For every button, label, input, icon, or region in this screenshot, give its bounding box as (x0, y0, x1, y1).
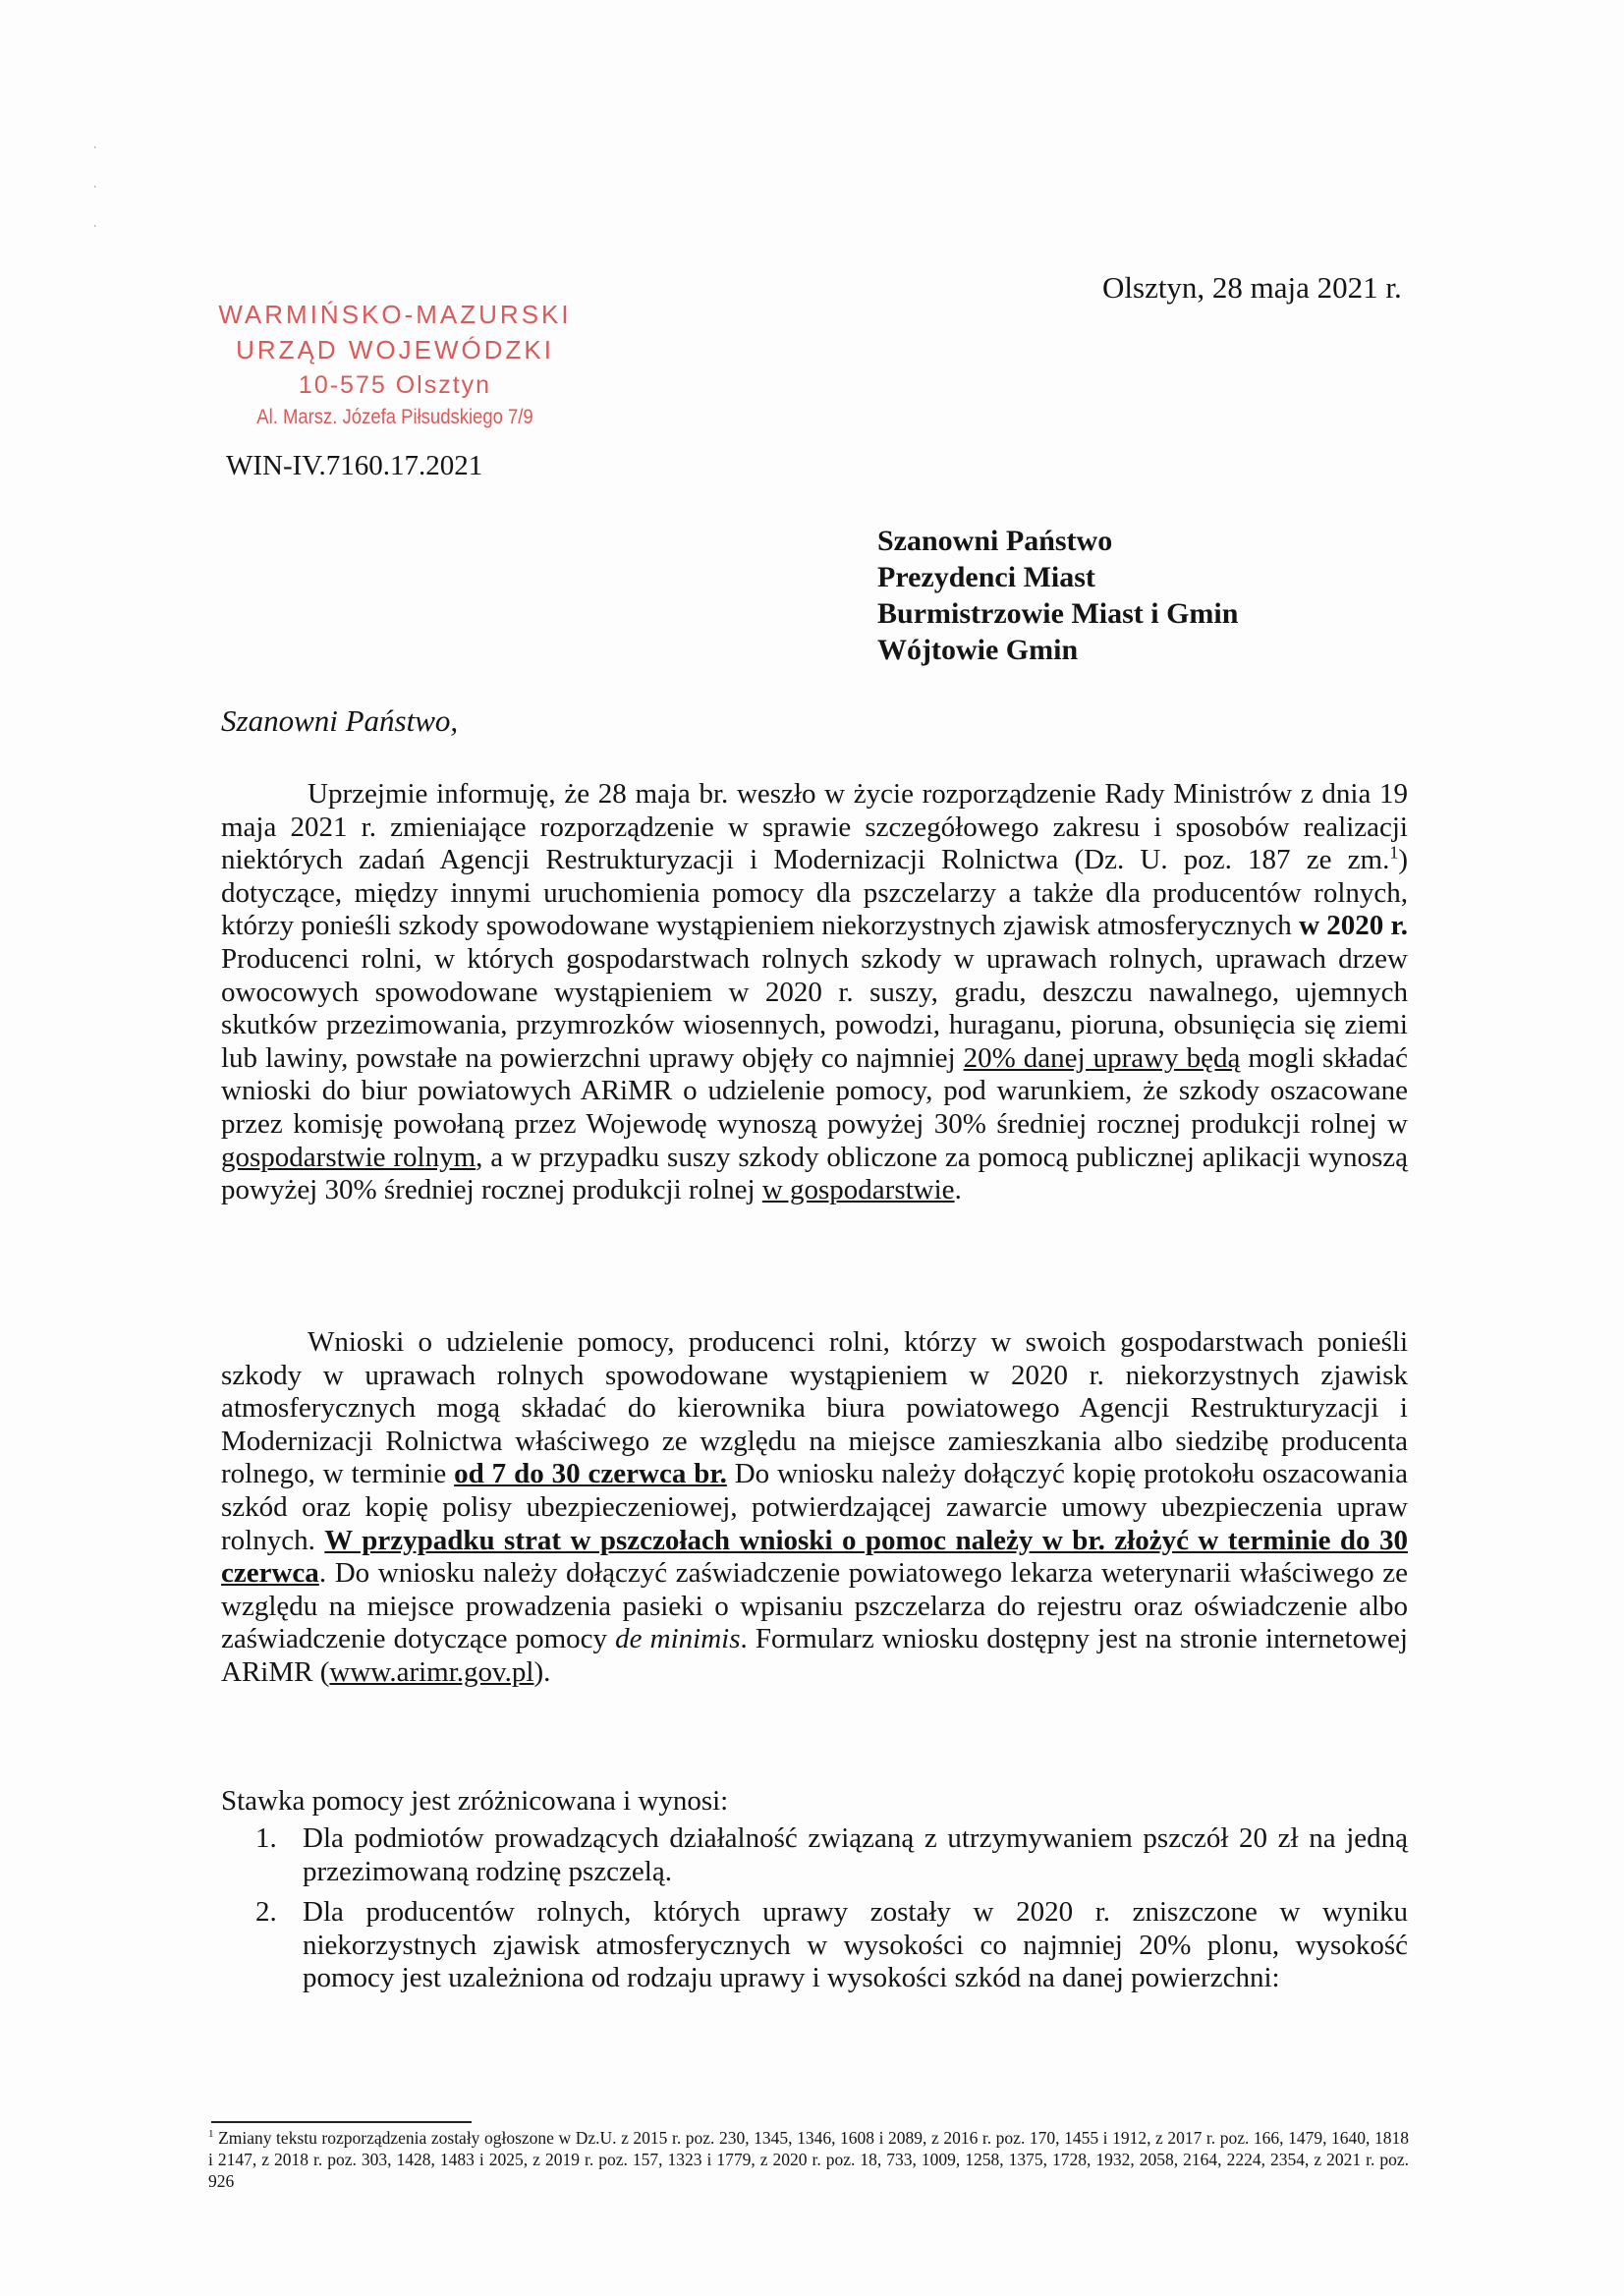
paragraph-1 (221, 778, 1408, 1207)
reference-number: WIN-IV.7160.17.2021 (226, 450, 483, 481)
p1-underline-2: gospodarstwie rolnym (221, 1141, 476, 1173)
p1-bold-year: w 2020 r. (1299, 910, 1409, 942)
p1-text-f: . (954, 1174, 962, 1206)
p2-text-c: . Do wniosku należy dołączyć zaświadczenie powiatowego lekarza weterynarii właściwego ze względu na miejsce prowadzenia pasieki o wpisaniu pszczelarza do rejestru oraz oświadczenie albo zaświadczenie dotyczące pomocy (221, 1557, 1408, 1655)
p2-deadline: od 7 do 30 czerwca br. (454, 1458, 727, 1490)
paragraph-2 (221, 1326, 1408, 1690)
stamp-line-1: WARMIŃSKO-MAZURSKI (218, 300, 572, 329)
p1-underline-3: w gospodarstwie (761, 1174, 955, 1206)
recipient-line: Szanowni Państwo (877, 525, 1113, 557)
p1-text-b: ) dotyczące, między innymi uruchomienia pomocy dla pszczelarzy a także dla producentów rolnych, którzy ponieśli szkody spowodowane wystąpieniem niekorzystnych zjawisk atmosferycznych (221, 844, 1408, 942)
p2-text-a: Wnioski o udzielenie pomocy, producenci rolni, którzy w swoich gospodarstwach ponieśli szkody w uprawach rolnych spowodowane wystąpieniem w 2020 r. niekorzystnych zjawisk atmosferycznych mogą składać do kierownika biura powiatowego Agencji Restrukturyzacji i Modernizacji Rolnictwa właściwego ze względu na miejsce zamieszkania albo siedzibę producenta rolnego, w terminie (221, 1326, 1408, 1490)
footnote (208, 2123, 1409, 2192)
salutation: Szanowni Państwo, (221, 703, 459, 738)
stamp-line-4: Al. Marsz. Józefa Piłsudskiego 7/9 (256, 406, 533, 428)
p1-text-a: Uprzejmie informuję, że 28 maja br. weszło w życie rozporządzenie Rady Ministrów z dnia 19 maja 2021 r. zmieniające rozporządzenie w sprawie szczegółowego zakresu i sposobów realizacji niektórych zadań Agencji Restrukturyzacji i Modernizacji Rolnictwa (Dz. U. poz. 187 ze zm. (221, 778, 1408, 876)
p1-text-c: Producenci rolni, w których gospodarstwach rolnych szkody w uprawach rolnych, uprawach drzew owocowych spowodowane wystąpieniem w 2020 r. suszy, gradu, deszczu nawalnego, ujemnych skutków przezimowania, przymrozków wiosennych, powodzi, huraganu, pioruna, obsunięcia się ziemi lub lawiny, powstałe na powierzchni uprawy objęły co najmniej (221, 942, 1408, 1074)
rates-intro: Stawka pomocy jest zróżnicowana i wynosi: (221, 1785, 729, 1817)
p1-underline-1: 20% danej uprawy będą (963, 1041, 1241, 1074)
stamp-line-2: URZĄD WOJEWÓDZKI (236, 335, 554, 364)
p1-text-e: , a w przypadku suszy szkody obliczone za pomocą publicznej aplikacji wynoszą powyżej 30% średniej rocznej produkcji rolnej (221, 1141, 1408, 1206)
p2-text-d: . Formularz wniosku dostępny jest na stronie internetowej ARiMR ( (221, 1623, 1408, 1688)
list-text: Dla podmiotów prowadzących działalność związaną z utrzymywaniem pszczół 20 zł na jedną przezimowaną rodzinę pszczelą. (303, 1822, 1408, 1887)
recipient-line: Prezydenci Miast (877, 561, 1095, 593)
p2-text-b: Do wniosku należy dołączyć kopię protokołu oszacowania szkód oraz kopię polisy ubezpieczeniowej, potwierdzającej zawarcie umowy ubezpieczenia upraw rolnych. (221, 1458, 1408, 1556)
rates-list (255, 1822, 1408, 2003)
arimr-link[interactable]: www.arimr.gov.pl (329, 1655, 534, 1688)
p2-italic: de minimis (615, 1623, 741, 1655)
recipient-line: Wójtowie Gmin (877, 634, 1079, 666)
footnote-text: Zmiany tekstu rozporządzenia zostały ogłoszone w Dz.U. z 2015 r. poz. 230, 1345, 1346, 1608 i 2089, z 2016 r. poz. 170, 1455 i 1912, z 2017 r. poz. 166, 1479, 1640, 1818 i 2147, z 2018 r. poz. 303, 1428, 1483 i 2025, z 2019 r. poz. 157, 1323 i 1779, z 2020 r. poz. 18, 733, 1009, 1258, 1375, 1728, 1932, 2058, 2164, 2224, 2354, z 2021 r. poz. 926 (208, 2127, 1409, 2191)
recipient-line: Burmistrzowie Miast i Gmin (877, 597, 1239, 630)
p2-text-e: ). (533, 1655, 551, 1688)
list-number: 2. (255, 1896, 277, 1929)
footnote-number: 1 (208, 2128, 214, 2140)
list-item (255, 1896, 1408, 1995)
p1-text-d: mogli składać wnioski do biur powiatowych ARiMR o udzielenie pomocy, pod warunkiem, że szkody oszacowane przez komisję powołaną przez Wojewodę wynoszą powyżej 30% średniej rocznej produkcji rolnej w (221, 1041, 1408, 1140)
footnote-ref: 1 (1389, 842, 1399, 863)
stamp-line-3: 10-575 Olsztyn (298, 371, 492, 399)
list-item (255, 1822, 1408, 1888)
p2-bees-deadline: W przypadku strat w pszczołach wnioski o pomoc należy w br. złożyć w terminie do 30 czerwca (221, 1524, 1408, 1590)
scan-artifacts: ⸱ ⸱ ⸱ (93, 140, 97, 233)
letter-date: Olsztyn, 28 maja 2021 r. (1102, 270, 1402, 305)
list-text: Dla producentów rolnych, których uprawy zostały w 2020 r. zniszczone w wyniku niekorzystnych zjawisk atmosferycznych w wysokości co najmniej 20% plonu, wysokość pomocy jest uzależniona od rodzaju uprawy i wysokości szkód na danej powierzchni: (303, 1896, 1408, 1994)
list-number: 1. (255, 1822, 277, 1854)
office-stamp (218, 297, 572, 432)
recipients-block (877, 523, 1238, 668)
